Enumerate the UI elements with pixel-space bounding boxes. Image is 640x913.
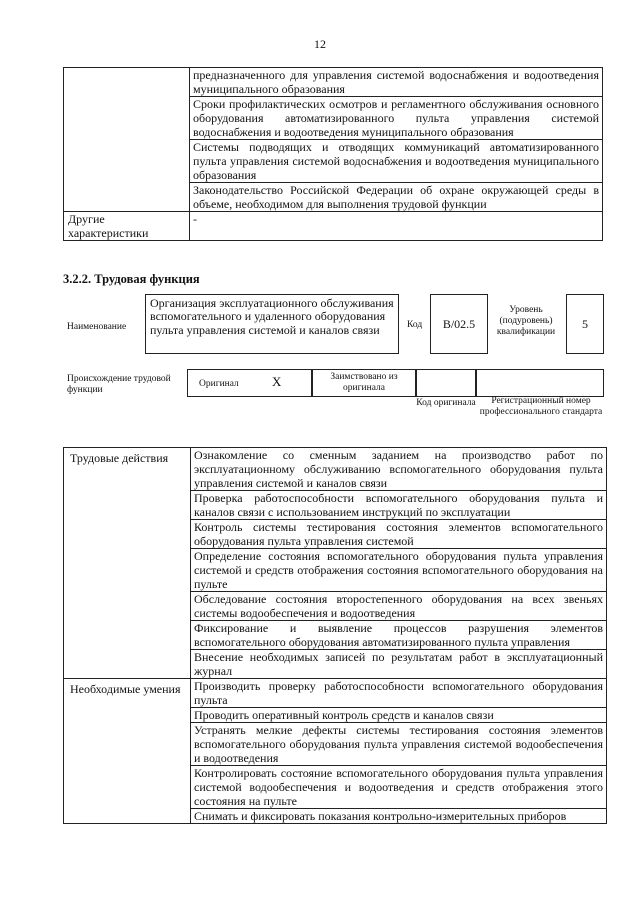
section-title: 3.2.2. Трудовая функция: [63, 272, 200, 286]
labor-action-item: Контроль системы тестирования состояния элементов вспомогательного оборудования пульта управления системой: [191, 520, 607, 549]
skill-item: Снимать и фиксировать показания контрольно-измерительных приборов: [191, 809, 607, 824]
origin-label: Происхождение трудовой функции: [67, 374, 171, 395]
labor-action-item: Проверка работоспособности вспомогательного оборудования пульта и каналов связи с использованием инструкций по эксплуатации: [191, 491, 607, 520]
original-mark: X: [272, 374, 282, 389]
labor-actions-label: Трудовые действия: [64, 448, 191, 679]
labor-action-item: Внесение необходимых записей по результатам работ в эксплуатационный журнал: [191, 650, 607, 679]
code-label: Код: [407, 320, 423, 330]
knowledge-item: Сроки профилактических осмотров и регламентного обслуживания основного оборудования автоматизированного пульта управления системой водоснабжения и водоотведения муниципального образования: [190, 97, 603, 140]
level-label: Уровень (подуровень) квалификации: [496, 305, 556, 337]
function-code: B/02.5: [430, 294, 488, 354]
labor-action-item: Ознакомление со сменным заданием на производство работ по эксплуатационному обслуживанию вспомогательного оборудования пульта управления системой и каналов связи: [191, 448, 607, 491]
function-details-table: [63, 447, 607, 824]
original-code-caption: Код оригинала: [416, 398, 476, 408]
function-name: Организация эксплуатационного обслуживания вспомогательного и удаленного оборудования пульта управления системой и каналов связи: [145, 294, 399, 354]
other-characteristics-label: Другие характеристики: [64, 212, 190, 241]
page-number: 12: [314, 37, 326, 51]
registration-number-caption: Регистрационный номер профессионального стандарта: [479, 396, 603, 417]
knowledge-label-cell: [64, 68, 190, 212]
original-text: Оригинал: [199, 379, 239, 389]
labor-action-item: Определение состояния вспомогательного оборудования пульта управления системой и средств отображения состояния вспомогательного оборудования на пульте: [191, 549, 607, 592]
knowledge-item: Системы подводящих и отводящих коммуникаций автоматизированного пульта управления системой водоснабжения и водоотведения муниципального образования: [190, 140, 603, 183]
skill-item: Производить проверку работоспособности вспомогательного оборудования пульта: [191, 679, 607, 708]
borrowed-text: Заимствовано из оригинала: [330, 372, 398, 393]
labor-action-item: Фиксирование и выявление процессов разрушения элементов вспомогательного оборудования автоматизированного пульта управления: [191, 621, 607, 650]
skill-item: Контролировать состояние вспомогательного оборудования пульта управления системой водообеспечения и водоотведения и средств отображения этого состояния на пульте: [191, 766, 607, 809]
knowledge-table: [63, 67, 603, 241]
original-code-cell: [416, 369, 476, 397]
knowledge-item: предназначенного для управления системой водоснабжения и водоотведения муниципального образования: [190, 68, 603, 97]
other-characteristics-value: -: [190, 212, 603, 241]
required-skills-label: Необходимые умения: [64, 679, 191, 824]
registration-number-cell: [476, 369, 604, 397]
skill-item: Устранять мелкие дефекты системы тестирования состояния элементов вспомогательного оборудования пульта управления системой водообеспечения и водоотведения: [191, 723, 607, 766]
skill-item: Проводить оперативный контроль средств и каналов связи: [191, 708, 607, 723]
qualification-level: 5: [566, 294, 604, 354]
knowledge-item: Законодательство Российской Федерации об охране окружающей среды в объеме, необходимом для выполнения трудовой функции: [190, 183, 603, 212]
name-label: Наименование: [67, 322, 127, 332]
labor-action-item: Обследование состояния второстепенного оборудования на всех звеньях системы водообеспечения и водоотведения: [191, 592, 607, 621]
